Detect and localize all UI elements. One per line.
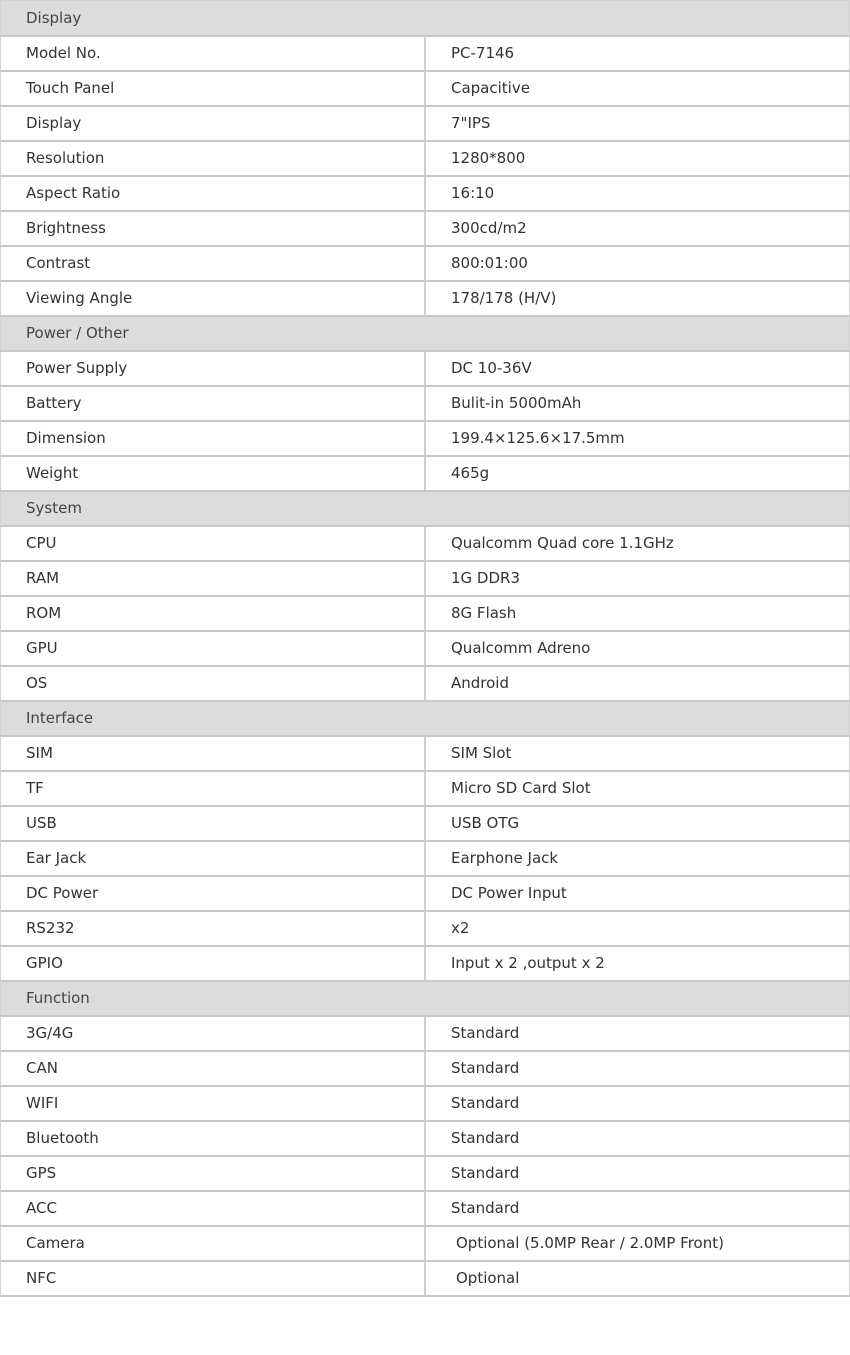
spec-label: CAN	[1, 1051, 426, 1086]
spec-value: 465g	[425, 456, 850, 491]
spec-row	[1, 631, 850, 666]
section-title: System	[1, 491, 850, 526]
spec-value: 8G Flash	[425, 596, 850, 631]
spec-row	[1, 911, 850, 946]
spec-value: Earphone Jack	[425, 841, 850, 876]
spec-row	[1, 246, 850, 281]
spec-label: USB	[1, 806, 426, 841]
spec-label: Camera	[1, 1226, 426, 1261]
spec-row	[1, 176, 850, 211]
section-title: Interface	[1, 701, 850, 736]
spec-label: RS232	[1, 911, 426, 946]
spec-value: Standard	[425, 1156, 850, 1191]
spec-label: GPU	[1, 631, 426, 666]
spec-row	[1, 946, 850, 981]
spec-label: Power Supply	[1, 351, 426, 386]
section-title: Function	[1, 981, 850, 1016]
spec-value: Micro SD Card Slot	[425, 771, 850, 806]
section-header-row	[1, 316, 850, 351]
spec-label: Ear Jack	[1, 841, 426, 876]
spec-label: Display	[1, 106, 426, 141]
spec-value: 300cd/m2	[425, 211, 850, 246]
spec-value: Android	[425, 666, 850, 701]
spec-value: Optional	[425, 1261, 850, 1296]
spec-row	[1, 876, 850, 911]
section-header-row	[1, 1, 850, 36]
spec-row	[1, 1121, 850, 1156]
spec-row	[1, 281, 850, 316]
spec-value: 178/178 (H/V)	[425, 281, 850, 316]
spec-row	[1, 1156, 850, 1191]
spec-row	[1, 1051, 850, 1086]
spec-row	[1, 666, 850, 701]
spec-label: Model No.	[1, 36, 426, 71]
spec-value: Input x 2 ,output x 2	[425, 946, 850, 981]
section-header-row	[1, 981, 850, 1016]
spec-label: ACC	[1, 1191, 426, 1226]
section-title: Power / Other	[1, 316, 850, 351]
spec-label: Resolution	[1, 141, 426, 176]
spec-table-body	[1, 1, 850, 1296]
spec-value: 1G DDR3	[425, 561, 850, 596]
spec-row	[1, 561, 850, 596]
spec-row	[1, 526, 850, 561]
spec-label: WIFI	[1, 1086, 426, 1121]
spec-value: 16:10	[425, 176, 850, 211]
spec-value: Capacitive	[425, 71, 850, 106]
spec-label: Battery	[1, 386, 426, 421]
spec-row	[1, 351, 850, 386]
spec-value: Standard	[425, 1051, 850, 1086]
spec-value: DC 10-36V	[425, 351, 850, 386]
section-title: Display	[1, 1, 850, 36]
spec-label: Contrast	[1, 246, 426, 281]
spec-label: TF	[1, 771, 426, 806]
spec-value: 800:01:00	[425, 246, 850, 281]
spec-label: Aspect Ratio	[1, 176, 426, 211]
spec-label: DC Power	[1, 876, 426, 911]
spec-value: Standard	[425, 1121, 850, 1156]
spec-row	[1, 736, 850, 771]
spec-row	[1, 106, 850, 141]
section-header-row	[1, 491, 850, 526]
spec-value: Qualcomm Quad core 1.1GHz	[425, 526, 850, 561]
spec-value: Bulit-in 5000mAh	[425, 386, 850, 421]
spec-label: GPS	[1, 1156, 426, 1191]
spec-row	[1, 1086, 850, 1121]
spec-value: Optional (5.0MP Rear / 2.0MP Front)	[425, 1226, 850, 1261]
spec-row	[1, 1226, 850, 1261]
spec-label: Dimension	[1, 421, 426, 456]
spec-label: Weight	[1, 456, 426, 491]
spec-value: DC Power Input	[425, 876, 850, 911]
spec-value: SIM Slot	[425, 736, 850, 771]
spec-row	[1, 771, 850, 806]
spec-value: PC-7146	[425, 36, 850, 71]
spec-label: GPIO	[1, 946, 426, 981]
spec-value: Standard	[425, 1191, 850, 1226]
spec-row	[1, 386, 850, 421]
spec-row	[1, 1261, 850, 1296]
spec-row	[1, 421, 850, 456]
spec-label: ROM	[1, 596, 426, 631]
spec-row	[1, 806, 850, 841]
spec-value: 199.4×125.6×17.5mm	[425, 421, 850, 456]
spec-label: OS	[1, 666, 426, 701]
spec-value: x2	[425, 911, 850, 946]
spec-value: Qualcomm Adreno	[425, 631, 850, 666]
spec-value: Standard	[425, 1016, 850, 1051]
spec-label: Touch Panel	[1, 71, 426, 106]
spec-label: NFC	[1, 1261, 426, 1296]
spec-value: Standard	[425, 1086, 850, 1121]
spec-label: CPU	[1, 526, 426, 561]
section-header-row	[1, 701, 850, 736]
spec-label: SIM	[1, 736, 426, 771]
spec-row	[1, 71, 850, 106]
spec-row	[1, 36, 850, 71]
spec-row	[1, 841, 850, 876]
spec-label: Viewing Angle	[1, 281, 426, 316]
spec-row	[1, 1016, 850, 1051]
spec-value: 7"IPS	[425, 106, 850, 141]
spec-row	[1, 1191, 850, 1226]
spec-label: Bluetooth	[1, 1121, 426, 1156]
spec-row	[1, 456, 850, 491]
spec-label: Brightness	[1, 211, 426, 246]
spec-label: RAM	[1, 561, 426, 596]
spec-label: 3G/4G	[1, 1016, 426, 1051]
spec-value: 1280*800	[425, 141, 850, 176]
spec-row	[1, 211, 850, 246]
spec-row	[1, 596, 850, 631]
spec-value: USB OTG	[425, 806, 850, 841]
spec-row	[1, 141, 850, 176]
